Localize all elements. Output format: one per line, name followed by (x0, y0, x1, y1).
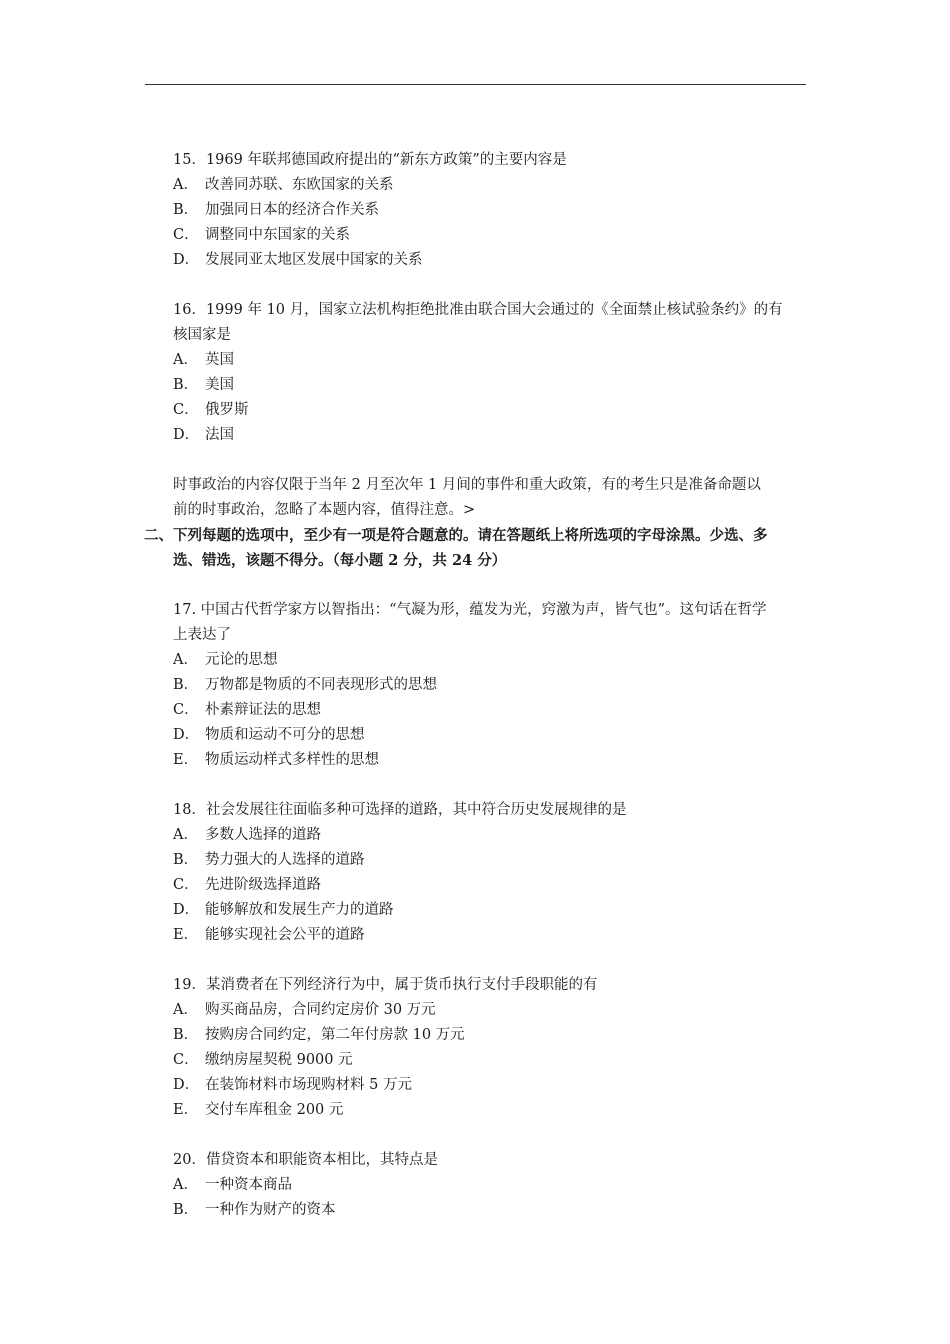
question-19 (173, 973, 809, 1123)
option-b (173, 848, 809, 873)
question-stem-cont: 上表达了 (173, 627, 231, 643)
option-text: 改善同苏联、东欧国家的关系 (205, 177, 394, 193)
section-instruction-cont: 选、错选，该题不得分。（每小题 2 分，共 24 分） (173, 552, 507, 569)
option-text: 缴纳房屋契税 9000 元 (205, 1052, 353, 1068)
option-letter: E． (173, 927, 199, 943)
option-letter: A． (173, 1002, 198, 1018)
option-text: 一种资本商品 (205, 1177, 292, 1193)
section-instruction: 下列每题的选项中，至少有一项是符合题意的。请在答题纸上将所选项的字母涂黑。少选、多 (173, 527, 768, 544)
option-letter: A． (173, 1177, 198, 1193)
note-paragraph (173, 473, 809, 523)
note-line: 时事政治的内容仅限于当年 2 月至次年 1 月间的事件和重大政策，有的考生只是准备命题以 (173, 477, 761, 493)
option-text: 法国 (205, 427, 234, 443)
option-d (173, 1073, 809, 1098)
option-letter: D． (173, 427, 200, 443)
option-a (173, 823, 809, 848)
option-letter: D． (173, 727, 200, 743)
option-text: 加强同日本的经济合作关系 (205, 202, 379, 218)
option-letter: A． (173, 652, 198, 668)
option-a (173, 998, 809, 1023)
option-text: 调整同中东国家的关系 (205, 227, 350, 243)
section-heading (144, 523, 809, 573)
option-text: 美国 (205, 377, 234, 393)
option-letter: C． (173, 402, 199, 418)
option-letter: B． (173, 852, 199, 868)
question-17 (173, 598, 809, 773)
note-line: 前的时事政治，忽略了本题内容，值得注意。> (173, 502, 476, 518)
option-d (173, 248, 809, 273)
option-d (173, 423, 809, 448)
option-letter: B． (173, 202, 199, 218)
option-text: 物质和运动不可分的思想 (205, 727, 365, 743)
option-text: 交付车库租金 200 元 (205, 1102, 344, 1118)
option-letter: C． (173, 702, 199, 718)
question-stem: 19．某消费者在下列经济行为中，属于货币执行支付手段职能的有 (173, 977, 598, 993)
option-b (173, 198, 809, 223)
question-15 (173, 148, 809, 273)
header-rule (145, 84, 806, 85)
option-b (173, 373, 809, 398)
option-d (173, 723, 809, 748)
option-letter: A． (173, 177, 198, 193)
option-letter: A． (173, 352, 198, 368)
option-letter: E． (173, 752, 199, 768)
option-text: 发展同亚太地区发展中国家的关系 (205, 252, 423, 268)
option-text: 万物都是物质的不同表现形式的思想 (205, 677, 437, 693)
question-stem: 20．借贷资本和职能资本相比，其特点是 (173, 1152, 438, 1168)
option-b (173, 673, 809, 698)
option-c (173, 223, 809, 248)
option-text: 购买商品房，合同约定房价 30 万元 (205, 1002, 436, 1018)
option-c (173, 873, 809, 898)
document-body (144, 148, 809, 1223)
option-c (173, 1048, 809, 1073)
option-letter: B． (173, 1027, 199, 1043)
option-text: 英国 (205, 352, 234, 368)
option-text: 物质运动样式多样性的思想 (205, 752, 379, 768)
option-a (173, 173, 809, 198)
question-stem: 16．1999 年 10 月，国家立法机构拒绝批准由联合国大会通过的《全面禁止核试验条约》的有 (173, 302, 783, 318)
option-letter: B． (173, 377, 199, 393)
question-18 (173, 798, 809, 948)
option-letter: B． (173, 1202, 199, 1218)
option-letter: A． (173, 827, 198, 843)
question-stem: 15．1969 年联邦德国政府提出的“新东方政策”的主要内容是 (173, 152, 567, 168)
question-20 (173, 1148, 809, 1223)
option-b (173, 1198, 809, 1223)
option-text: 在装饰材料市场现购材料 5 万元 (205, 1077, 412, 1093)
option-text: 多数人选择的道路 (205, 827, 321, 843)
option-text: 一种作为财产的资本 (205, 1202, 336, 1218)
option-letter: C． (173, 227, 199, 243)
option-letter: D． (173, 252, 200, 268)
option-c (173, 398, 809, 423)
question-stem: 17. 中国古代哲学家方以智指出：“气凝为形，蕴发为光，窍激为声，皆气也”。这句话在哲学 (173, 602, 767, 618)
option-e (173, 748, 809, 773)
option-text: 势力强大的人选择的道路 (205, 852, 365, 868)
option-text: 按购房合同约定，第二年付房款 10 万元 (205, 1027, 465, 1043)
option-e (173, 923, 809, 948)
option-letter: D． (173, 1077, 200, 1093)
option-a (173, 648, 809, 673)
option-letter: C． (173, 1052, 199, 1068)
question-stem: 18．社会发展往往面临多种可选择的道路，其中符合历史发展规律的是 (173, 802, 627, 818)
option-b (173, 1023, 809, 1048)
option-text: 朴素辩证法的思想 (205, 702, 321, 718)
option-text: 能够解放和发展生产力的道路 (205, 902, 394, 918)
option-text: 先进阶级选择道路 (205, 877, 321, 893)
question-16 (173, 298, 809, 448)
question-stem-cont: 核国家是 (173, 327, 231, 343)
option-letter: D． (173, 902, 200, 918)
option-letter: E． (173, 1102, 199, 1118)
option-letter: B． (173, 677, 199, 693)
option-text: 俄罗斯 (205, 402, 249, 418)
option-text: 能够实现社会公平的道路 (205, 927, 365, 943)
option-a (173, 1173, 809, 1198)
option-e (173, 1098, 809, 1123)
section-number: 二、 (144, 527, 173, 544)
option-d (173, 898, 809, 923)
option-a (173, 348, 809, 373)
option-c (173, 698, 809, 723)
option-letter: C． (173, 877, 199, 893)
option-text: 元论的思想 (205, 652, 278, 668)
